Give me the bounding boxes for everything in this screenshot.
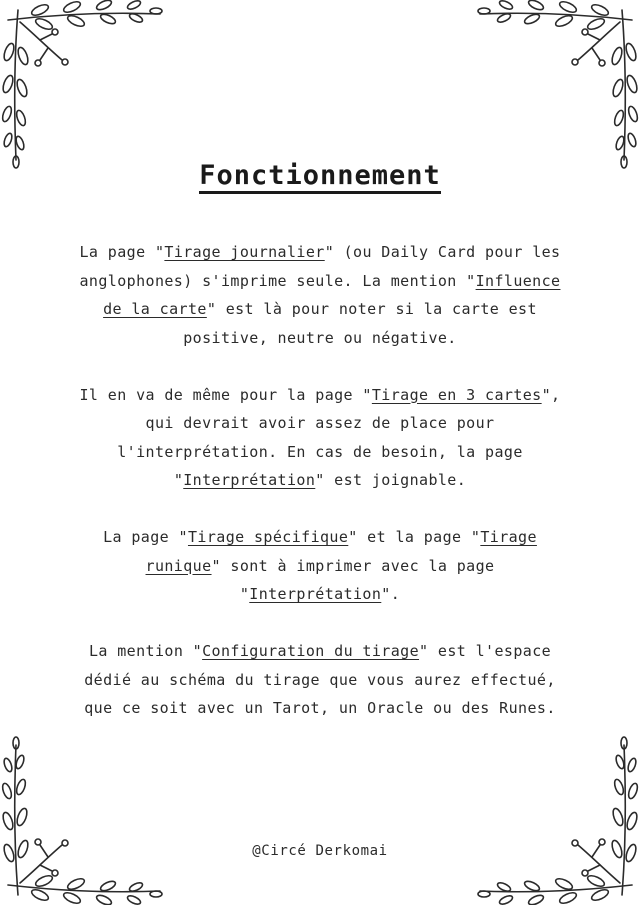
- paragraph-daily-card: [70, 238, 570, 352]
- floral-corner-top-right-icon: [470, 0, 640, 170]
- text-segment: " et la page ": [348, 528, 481, 546]
- author-credit: @Circé Derkomai: [252, 843, 388, 859]
- floral-corner-bottom-right-icon: [470, 735, 640, 905]
- text-segment: " est là pour noter si la carte est positive, neutre ou négative.: [183, 300, 537, 347]
- paragraph-specific-runic: [70, 523, 570, 609]
- text-segment: " est l'espace dédié au schéma du tirage que vous aurez effectué, que ce soit avec un Tarot, un Oracle ou des Runes.: [84, 642, 556, 717]
- text-segment: " est joignable.: [315, 471, 467, 489]
- page-body: [70, 238, 570, 751]
- text-segment: ".: [381, 585, 401, 603]
- term-configuration-du-tirage: Configuration du tirage: [202, 642, 420, 660]
- text-segment: ", qui devrait avoir assez de place pour l'interprétation. En cas de besoin, la page ": [117, 385, 561, 489]
- term-interpretation: Interprétation: [183, 471, 316, 489]
- paragraph-configuration: [70, 637, 570, 723]
- text-segment: La page ": [79, 243, 165, 261]
- text-segment: La page ": [103, 528, 188, 546]
- term-interpretation: Interprétation: [249, 585, 382, 603]
- floral-corner-top-left-icon: [0, 0, 170, 170]
- text-segment: " (ou Daily Card pour les anglophones) s'imprime seule. La mention ": [79, 243, 561, 290]
- term-tirage-en-3-cartes: Tirage en 3 cartes: [371, 385, 542, 404]
- term-tirage-journalier: Tirage journalier: [164, 243, 325, 261]
- page-title-text: Fonctionnement: [199, 160, 441, 194]
- page-title: [0, 160, 640, 191]
- term-tirage-specifique: Tirage spécifique: [187, 528, 349, 546]
- term-tirage-runique: Tirage runique: [145, 528, 537, 575]
- text-segment: Il en va de même pour la page ": [79, 385, 372, 404]
- paragraph-three-cards: [70, 381, 570, 495]
- text-segment: La mention ": [88, 642, 203, 660]
- text-segment: " sont à imprimer avec la page ": [211, 556, 495, 603]
- term-influence-de-la-carte: Influence de la carte: [103, 271, 561, 318]
- floral-corner-bottom-left-icon: [0, 735, 170, 905]
